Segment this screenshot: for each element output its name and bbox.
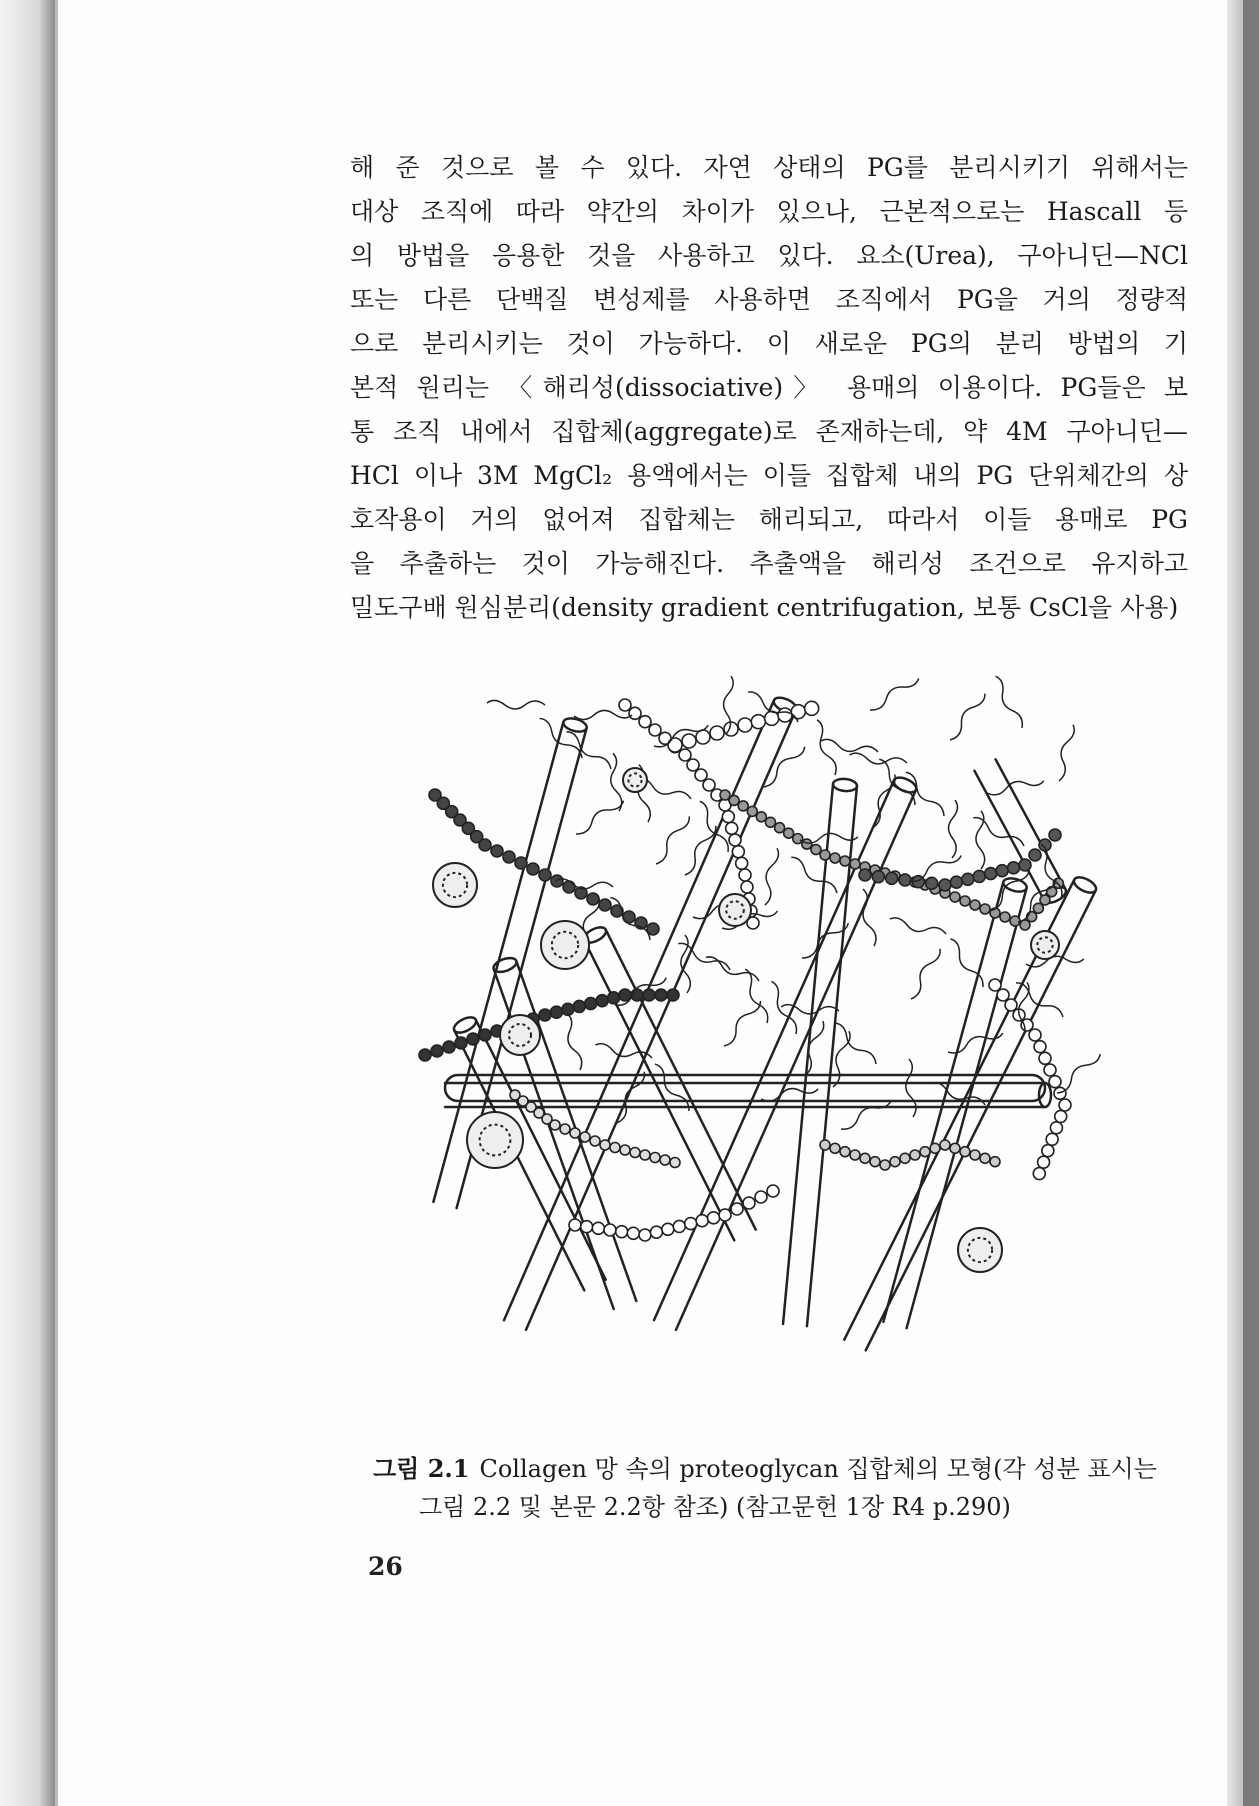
text-line: 의 방법을 응용한 것을 사용하고 있다. 요소(Urea), 구아니딘—NCl bbox=[350, 241, 1188, 270]
figure-caption bbox=[373, 1450, 1193, 1526]
glycosaminoglycan-chain bbox=[948, 800, 958, 858]
caption-text-continued: 그림 2.2 및 본문 2.2항 참조) (참고문헌 1장 R4 p.290) bbox=[419, 1493, 1011, 1521]
bead bbox=[580, 1132, 590, 1142]
bead bbox=[696, 730, 710, 744]
bead bbox=[695, 769, 707, 781]
glycosaminoglycan-chain bbox=[561, 1013, 584, 1071]
glycosaminoglycan-chain bbox=[929, 1081, 986, 1109]
glycosaminoglycan-chain bbox=[760, 742, 806, 790]
bead bbox=[962, 873, 974, 885]
bead bbox=[539, 869, 551, 881]
text-line: 호작용이 거의 없어져 집합체는 해리되고, 따라서 이들 용매로 PG bbox=[350, 505, 1188, 534]
cell bbox=[1031, 931, 1059, 959]
collagen-fibre-edge bbox=[974, 771, 1044, 901]
bead bbox=[731, 1203, 743, 1215]
bead bbox=[739, 869, 751, 881]
bead bbox=[1029, 1029, 1041, 1041]
bead bbox=[890, 1157, 900, 1167]
glycosaminoglycan-chain bbox=[721, 997, 763, 1048]
bead bbox=[980, 904, 990, 914]
book-binding-shadow bbox=[0, 0, 55, 1806]
glycosaminoglycan-chain bbox=[889, 916, 947, 937]
bead bbox=[840, 1147, 850, 1157]
book-page bbox=[55, 0, 1243, 1806]
collagen-proteoglycan-illustration bbox=[385, 655, 1185, 1425]
bead bbox=[569, 1219, 581, 1231]
glycosaminoglycan-chain bbox=[607, 753, 624, 812]
bead bbox=[997, 989, 1009, 1001]
text-line: 해 준 것으로 볼 수 있다. 자연 상태의 PG를 분리시키기 위해서는 bbox=[350, 153, 1188, 182]
bead bbox=[581, 1221, 593, 1233]
bead bbox=[989, 979, 1001, 991]
bead bbox=[550, 1120, 560, 1130]
bead bbox=[775, 823, 785, 833]
glycosaminoglycan-chain bbox=[574, 796, 625, 838]
bead bbox=[1059, 1099, 1071, 1111]
bead bbox=[778, 708, 792, 722]
bead bbox=[670, 1158, 680, 1168]
glycosaminoglycan-chain bbox=[800, 1019, 825, 1077]
glycosaminoglycan-chain bbox=[1055, 723, 1075, 782]
bead bbox=[604, 1224, 616, 1236]
bead bbox=[899, 874, 911, 886]
bead bbox=[1054, 1087, 1066, 1099]
text-line: 을 추출하는 것이 가능해진다. 추출액을 해리성 조건으로 유지하고 bbox=[350, 549, 1188, 578]
bead bbox=[738, 801, 748, 811]
body-paragraph bbox=[350, 146, 1188, 630]
bead bbox=[563, 881, 575, 893]
bead bbox=[990, 1157, 1000, 1167]
bead bbox=[960, 896, 970, 906]
cell bbox=[541, 921, 589, 969]
bead bbox=[587, 893, 599, 905]
bead bbox=[1046, 1133, 1058, 1145]
bead bbox=[1029, 849, 1041, 861]
bead bbox=[630, 1148, 640, 1158]
caption-text: Collagen 망 속의 proteoglycan 집합체의 모형(각 성분 표시는 bbox=[479, 1455, 1157, 1483]
bead bbox=[596, 995, 608, 1007]
glycosaminoglycan-chain bbox=[868, 673, 920, 713]
bead bbox=[859, 869, 871, 881]
bead bbox=[950, 1143, 960, 1153]
text-line: 대상 조직에 따라 약간의 차이가 있으나, 근본적으로는 Hascall 등 bbox=[350, 197, 1188, 226]
glycosaminoglycan-chain bbox=[975, 811, 986, 869]
glycosaminoglycan-chain bbox=[563, 730, 614, 772]
glycosaminoglycan-chain bbox=[820, 738, 879, 756]
bead bbox=[1042, 1145, 1054, 1157]
bead bbox=[667, 989, 679, 1001]
bead bbox=[608, 992, 620, 1004]
bead bbox=[751, 715, 765, 729]
bead bbox=[886, 872, 898, 884]
bead bbox=[729, 795, 739, 805]
bead bbox=[850, 1150, 860, 1160]
caption-label: 그림 2.1 bbox=[373, 1454, 470, 1483]
bead bbox=[479, 1029, 491, 1041]
bead bbox=[870, 1157, 880, 1167]
bead bbox=[539, 1009, 551, 1021]
bead bbox=[639, 1229, 651, 1241]
bead bbox=[738, 718, 752, 732]
bead bbox=[722, 811, 734, 823]
bead bbox=[743, 1197, 755, 1209]
bead bbox=[860, 1153, 870, 1163]
collagen-fibre-edge bbox=[454, 1030, 584, 1290]
bead bbox=[755, 1191, 767, 1203]
bead bbox=[900, 1153, 910, 1163]
bead bbox=[600, 1140, 610, 1150]
bead bbox=[973, 870, 985, 882]
bead bbox=[1055, 1110, 1067, 1122]
bead bbox=[960, 1147, 970, 1157]
bead bbox=[443, 1041, 455, 1053]
bead bbox=[741, 881, 753, 893]
bead bbox=[668, 738, 682, 752]
bead bbox=[820, 1140, 830, 1150]
glycosaminoglycan-chain bbox=[653, 813, 692, 866]
bead bbox=[503, 851, 515, 863]
glycosaminoglycan-chain bbox=[831, 1021, 879, 1067]
bead bbox=[696, 1215, 708, 1227]
bead bbox=[703, 779, 715, 791]
bead bbox=[673, 1220, 685, 1232]
cell bbox=[433, 863, 477, 907]
text-line: 또는 다른 단백질 변성제를 사용하면 조직에서 PG을 거의 정량적 bbox=[350, 285, 1188, 314]
bead bbox=[791, 705, 805, 719]
glycosaminoglycan-chain bbox=[907, 946, 942, 1001]
bead bbox=[1039, 1052, 1051, 1064]
collagen-fibre-edge bbox=[584, 940, 734, 1240]
bead bbox=[1005, 999, 1017, 1011]
bead bbox=[1049, 1076, 1061, 1088]
bead bbox=[685, 1218, 697, 1230]
bead bbox=[629, 707, 641, 719]
collagen-fibre-edge bbox=[783, 784, 833, 1324]
bead bbox=[590, 1136, 600, 1146]
bead bbox=[793, 834, 803, 844]
bead bbox=[985, 868, 997, 880]
bead bbox=[570, 1128, 580, 1138]
bead bbox=[599, 899, 611, 911]
bead bbox=[872, 871, 884, 883]
collagen-fibre-end bbox=[832, 778, 857, 792]
bead bbox=[719, 1209, 731, 1221]
bead bbox=[619, 989, 631, 1001]
bead bbox=[1008, 862, 1020, 874]
glycosaminoglycan-chain bbox=[849, 752, 908, 767]
bead bbox=[650, 1226, 662, 1238]
glycosaminoglycan-chain bbox=[487, 700, 545, 709]
bead bbox=[1033, 1168, 1045, 1180]
bead bbox=[756, 812, 766, 822]
bead bbox=[1050, 1122, 1062, 1134]
bead bbox=[527, 863, 539, 875]
bead bbox=[765, 817, 775, 827]
bead bbox=[732, 846, 744, 858]
bead bbox=[655, 989, 667, 1001]
bead bbox=[592, 1222, 604, 1234]
collagen-fibre-end bbox=[492, 955, 519, 974]
glycosaminoglycan-chain bbox=[947, 1027, 1004, 1056]
glycosaminoglycan-chain bbox=[902, 770, 948, 818]
collagen-fibre-end bbox=[1072, 874, 1099, 895]
bead bbox=[802, 839, 812, 849]
bead bbox=[515, 857, 527, 869]
bead bbox=[830, 853, 840, 863]
bead bbox=[560, 1124, 570, 1134]
bead bbox=[708, 1212, 720, 1224]
bead bbox=[950, 876, 962, 888]
text-line: 으로 분리시키는 것이 가능하다. 이 새로운 PG의 분리 방법의 기 bbox=[350, 329, 1188, 358]
bead bbox=[551, 875, 563, 887]
glycosaminoglycan-chain bbox=[761, 847, 780, 906]
bead bbox=[620, 1145, 630, 1155]
collagen-fibre-edge bbox=[807, 786, 857, 1326]
bead bbox=[1034, 1041, 1046, 1053]
bead bbox=[970, 1150, 980, 1160]
bead bbox=[1019, 859, 1031, 871]
bead bbox=[710, 726, 724, 740]
glycosaminoglycan-chain bbox=[990, 675, 1026, 730]
bead bbox=[679, 749, 691, 761]
glycosaminoglycan-chain bbox=[811, 719, 839, 776]
bead bbox=[950, 892, 960, 902]
bead bbox=[926, 877, 938, 889]
bead bbox=[479, 839, 491, 851]
text-line: 밀도구배 원심분리(density gradient centrifugation, 보통 CsCl을 사용) bbox=[350, 593, 1179, 622]
bead bbox=[910, 1150, 920, 1160]
cell bbox=[500, 1015, 540, 1055]
bead bbox=[930, 1143, 940, 1153]
cell bbox=[623, 768, 647, 792]
cell bbox=[719, 894, 751, 926]
bead bbox=[573, 1000, 585, 1012]
text-line: HCl 이나 3M MgCl₂ 용액에서는 이들 집합체 내의 PG 단위체간의 상 bbox=[350, 461, 1188, 490]
text-line: 본적 원리는 〈해리성(dissociative)〉 용매의 이용이다. PG들은 보 bbox=[350, 373, 1188, 402]
cell bbox=[958, 1228, 1002, 1272]
bead bbox=[726, 822, 738, 834]
bead bbox=[765, 711, 779, 725]
bead bbox=[767, 1185, 779, 1197]
bead bbox=[980, 1153, 990, 1163]
page-edge bbox=[1227, 0, 1243, 1806]
bead bbox=[455, 1037, 467, 1049]
bead bbox=[585, 998, 597, 1010]
bead bbox=[550, 1006, 562, 1018]
bead bbox=[491, 845, 503, 857]
bead bbox=[467, 1033, 479, 1045]
bead bbox=[736, 857, 748, 869]
bead bbox=[880, 1160, 890, 1170]
bead bbox=[419, 1049, 431, 1061]
bead bbox=[643, 989, 655, 1001]
bead bbox=[784, 828, 794, 838]
cell bbox=[467, 1112, 523, 1168]
bead bbox=[627, 1227, 639, 1239]
bead bbox=[805, 701, 819, 715]
bead bbox=[687, 759, 699, 771]
bead bbox=[747, 806, 757, 816]
bead bbox=[850, 859, 860, 869]
bead bbox=[662, 1223, 674, 1235]
bead bbox=[830, 1143, 840, 1153]
text-line: 통 조직 내에서 집합체(aggregate)로 존재하는데, 약 4M 구아니딘— bbox=[350, 417, 1188, 446]
bead bbox=[840, 856, 850, 866]
bead bbox=[610, 1143, 620, 1153]
bead bbox=[920, 1147, 930, 1157]
bead bbox=[939, 879, 951, 891]
page-number: 26 bbox=[368, 1552, 403, 1581]
bead bbox=[996, 865, 1008, 877]
glycosaminoglycan-chain bbox=[903, 1059, 918, 1118]
glycosaminoglycan-chain bbox=[971, 816, 1027, 850]
bead bbox=[940, 1140, 950, 1150]
bead bbox=[640, 1150, 650, 1160]
bead bbox=[820, 850, 830, 860]
bead bbox=[619, 699, 631, 711]
bead bbox=[660, 1155, 670, 1165]
bead bbox=[639, 716, 651, 728]
bead bbox=[650, 1153, 660, 1163]
bead bbox=[1038, 1156, 1050, 1168]
bead bbox=[729, 834, 741, 846]
bead bbox=[1000, 912, 1010, 922]
bead bbox=[649, 724, 661, 736]
bead bbox=[970, 900, 980, 910]
bead bbox=[616, 1226, 628, 1238]
bead bbox=[682, 734, 696, 748]
bead bbox=[1049, 829, 1061, 841]
glycosaminoglycan-chain bbox=[947, 690, 987, 742]
bead bbox=[811, 845, 821, 855]
bead bbox=[1010, 916, 1020, 926]
bead bbox=[1044, 1064, 1056, 1076]
bead bbox=[720, 790, 730, 800]
bead bbox=[431, 1045, 443, 1057]
